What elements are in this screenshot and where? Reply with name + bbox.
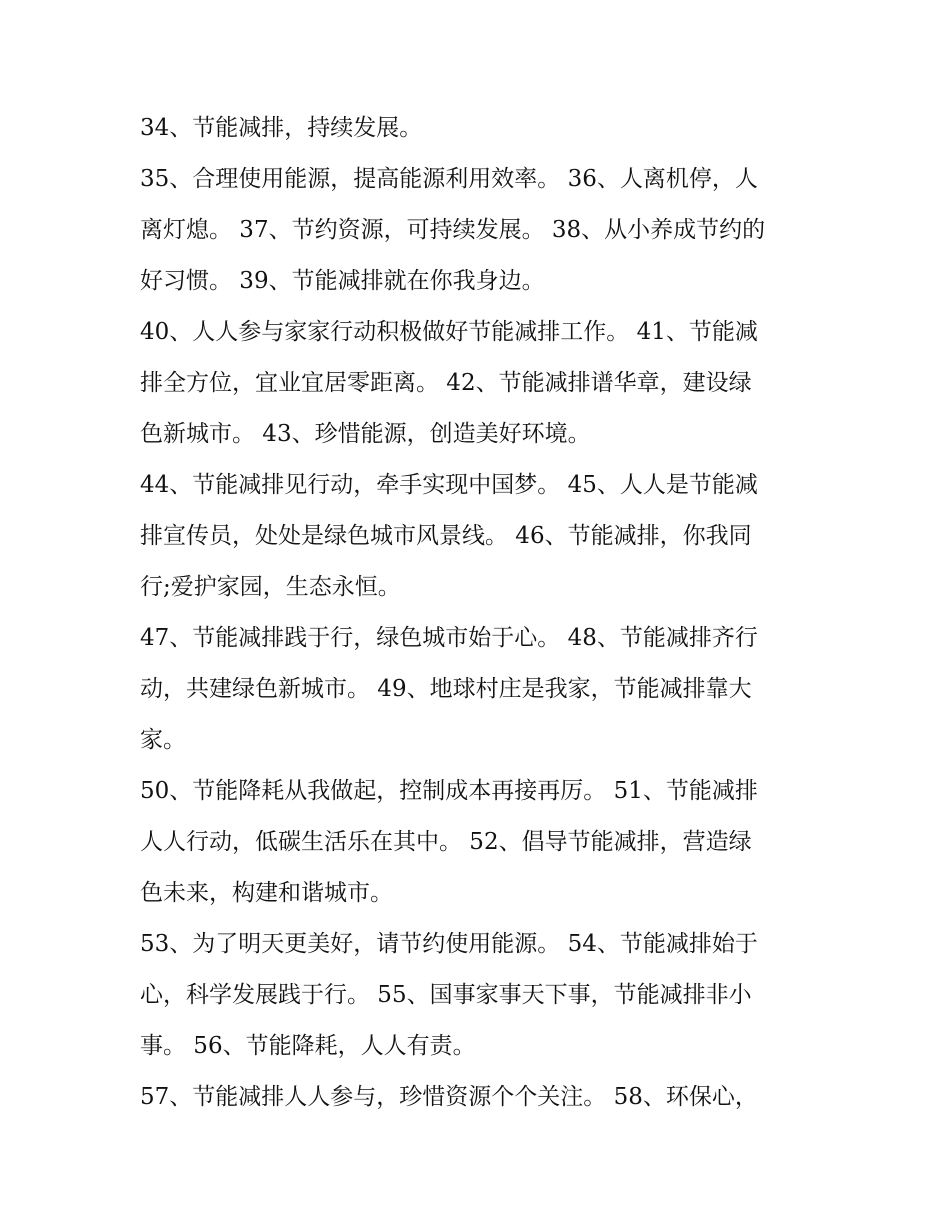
text-line: 家。 — [140, 727, 186, 753]
text-line: 色新城市。 43、珍惜能源，创造美好环境。 — [140, 421, 591, 447]
text-line: 53、为了明天更美好，请节约使用能源。 54、节能减排始于 — [140, 931, 758, 957]
text-line: 色未来，构建和谐城市。 — [140, 880, 393, 906]
text-line: 行;爱护家园，生态永恒。 — [140, 574, 401, 600]
text-line: 34、节能减排，持续发展。 — [140, 115, 423, 141]
text-line: 人人行动，低碳生活乐在其中。 52、倡导节能减排，营造绿 — [140, 829, 752, 855]
text-line: 35、合理使用能源，提高能源利用效率。 36、人离机停，人 — [140, 166, 758, 192]
text-line: 排宣传员，处处是绿色城市风景线。 46、节能减排，你我同 — [140, 523, 752, 549]
text-line: 47、节能减排践于行，绿色城市始于心。 48、节能减排齐行 — [140, 625, 758, 651]
text-line: 57、节能减排人人参与，珍惜资源个个关注。 58、环保心， — [140, 1084, 758, 1110]
text-line: 好习惯。 39、节能减排就在你我身边。 — [140, 268, 545, 294]
text-line: 44、节能减排见行动，牵手实现中国梦。 45、人人是节能减 — [140, 472, 758, 498]
text-line: 动，共建绿色新城市。 49、地球村庄是我家，节能减排靠大 — [140, 676, 752, 702]
text-line: 40、人人参与家家行动积极做好节能减排工作。 41、节能减 — [140, 319, 758, 345]
text-line: 离灯熄。 37、节约资源，可持续发展。 38、从小养成节约的 — [140, 217, 766, 243]
text-line: 事。 56、节能降耗，人人有责。 — [140, 1033, 476, 1059]
text-line: 心，科学发展践于行。 55、国事家事天下事，节能减排非小 — [140, 982, 752, 1008]
document-body — [140, 103, 800, 1123]
text-line: 50、节能降耗从我做起，控制成本再接再厉。 51、节能减排 — [140, 778, 758, 804]
text-line: 排全方位，宜业宜居零距离。 42、节能减排谱华章，建设绿 — [140, 370, 752, 396]
